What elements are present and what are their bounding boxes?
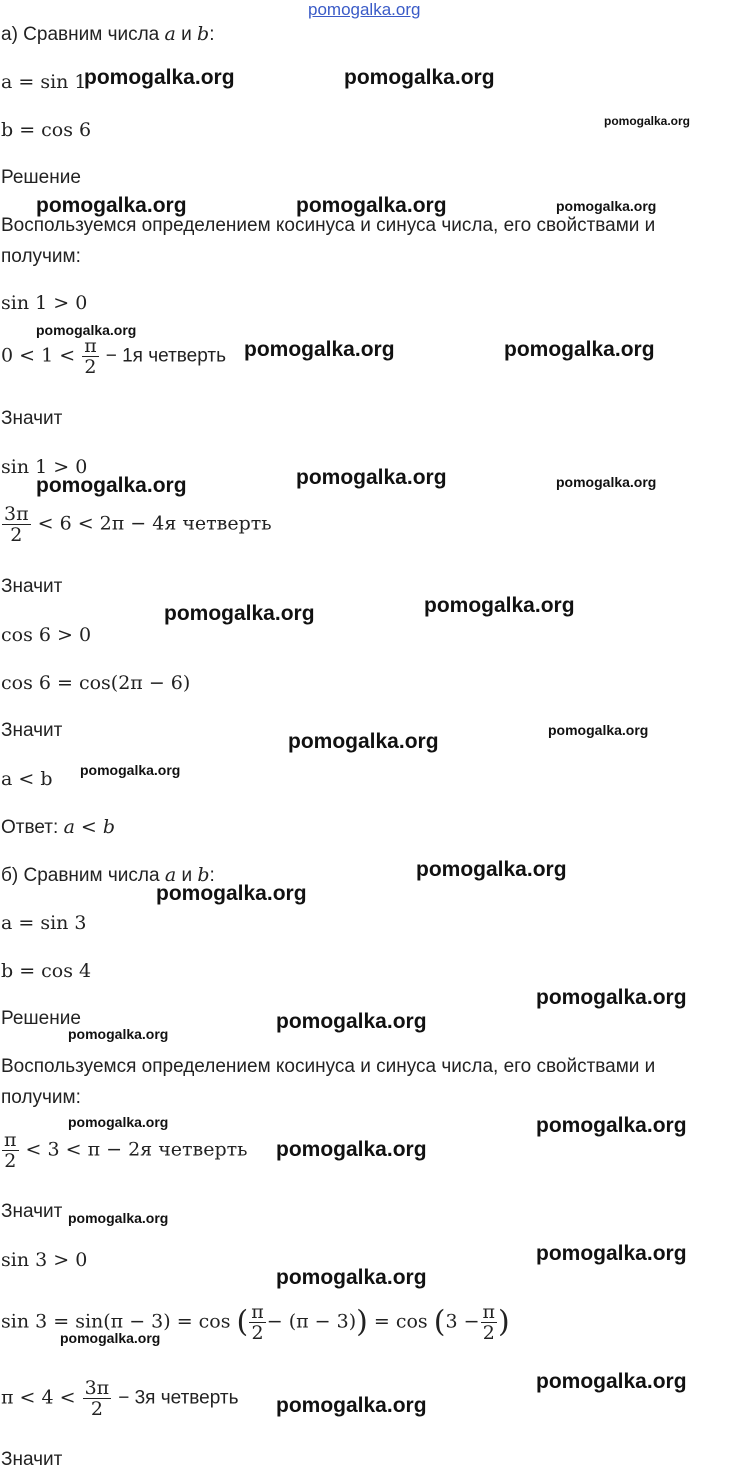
watermark: pomogalka.org	[536, 1242, 687, 1265]
watermark: pomogalka.org	[296, 194, 447, 217]
part-a-inequality-2: $\frac{3\pi}{2}$ < 6 < 2π − 4я четверть	[4, 503, 272, 546]
part-b-solution-heading: Решение	[1, 1008, 81, 1029]
watermark: pomogalka.org	[276, 1010, 427, 1033]
part-b-heading: б) Сравним числа a и b:	[1, 864, 215, 886]
watermark: pomogalka.org	[536, 986, 687, 1009]
watermark: pomogalka.org	[36, 322, 137, 338]
watermark: pomogalka.org	[504, 338, 655, 361]
watermark: pomogalka.org	[536, 1370, 687, 1393]
fraction: $\frac{\pi}{2}$	[482, 1301, 495, 1344]
part-b-therefore-2: Значит	[1, 1449, 63, 1470]
part-a-cos6-equation: cos 6 = cos(2π − 6)	[1, 672, 191, 694]
part-a-solution-heading: Решение	[1, 167, 81, 188]
watermark: pomogalka.org	[80, 762, 181, 778]
part-a-therefore-2: Значит	[1, 576, 63, 597]
watermark: pomogalka.org	[288, 730, 439, 753]
watermark: pomogalka.org	[556, 198, 657, 214]
watermark: pomogalka.org	[276, 1394, 427, 1417]
watermark: pomogalka.org	[244, 338, 395, 361]
part-b-inequality-2: π < 4 < $\frac{3\pi}{2}$ − 3я четверть	[1, 1377, 239, 1420]
watermark: pomogalka.org	[296, 466, 447, 489]
part-b-intro-line-2: получим:	[1, 1087, 81, 1108]
watermark: pomogalka.org	[68, 1210, 169, 1226]
watermark: pomogalka.org	[556, 474, 657, 490]
part-b-sin3-positive: sin 3 > 0	[1, 1249, 88, 1271]
part-a-heading: а) Сравним числа a и b:	[1, 23, 215, 45]
fraction: $\frac{\pi}{2}$	[4, 1129, 17, 1172]
part-a-sin1-positive-2: sin 1 > 0	[1, 456, 88, 478]
part-a-sin1-positive: sin 1 > 0	[1, 292, 88, 314]
watermark: pomogalka.org	[276, 1266, 427, 1289]
part-a-therefore-3: Значит	[1, 720, 63, 741]
watermark: pomogalka.org	[36, 194, 187, 217]
part-a-a-definition: a = sin 1	[1, 71, 87, 93]
watermark: pomogalka.org	[68, 1026, 169, 1042]
part-b-sin3-equation: sin 3 = sin(π − 3) = cos ( $\frac{\pi}{2}$ − (π − 3)) = cos (3 − $\frac{\pi}{2}$ )	[1, 1301, 510, 1344]
part-a-inequality-1: 0 < 1 < $\frac{\pi}{2}$ − 1я четверть	[1, 335, 226, 378]
part-a-therefore-1: Значит	[1, 408, 63, 429]
part-b-therefore-1: Значит	[1, 1201, 63, 1222]
watermark: pomogalka.org	[36, 474, 187, 497]
watermark: pomogalka.org	[416, 858, 567, 881]
watermark: pomogalka.org	[536, 1114, 687, 1137]
fraction: $\frac{\pi}{2}$	[251, 1301, 264, 1344]
watermark: pomogalka.org	[604, 114, 691, 128]
watermark: pomogalka.org	[164, 602, 315, 625]
watermark: pomogalka.org	[548, 722, 649, 738]
fraction: $\frac{3\pi}{2}$	[4, 503, 29, 546]
site-header-link[interactable]: pomogalka.org	[308, 0, 421, 19]
part-b-b-definition: b = cos 4	[1, 960, 92, 982]
watermark: pomogalka.org	[60, 1330, 161, 1346]
watermark: pomogalka.org	[276, 1138, 427, 1161]
part-a-answer: Ответ: a < b	[1, 816, 116, 838]
watermark: pomogalka.org	[84, 66, 235, 89]
part-a-intro-line-1: Воспользуемся определением косинуса и синуса числа, его свойствами и	[1, 215, 656, 236]
part-a-b-definition: b = cos 6	[1, 119, 92, 141]
watermark: pomogalka.org	[344, 66, 495, 89]
part-b-inequality-1: $\frac{\pi}{2}$ < 3 < π − 2я четверть	[4, 1129, 248, 1172]
watermark: pomogalka.org	[156, 882, 307, 905]
fraction: $\frac{3\pi}{2}$	[84, 1377, 110, 1420]
part-b-a-definition: a = sin 3	[1, 912, 87, 934]
part-a-intro-line-2: получим:	[1, 246, 81, 267]
watermark: pomogalka.org	[424, 594, 575, 617]
watermark: pomogalka.org	[68, 1114, 169, 1130]
part-a-conclusion: a < b	[1, 768, 53, 790]
part-b-intro-line-1: Воспользуемся определением косинуса и синуса числа, его свойствами и	[1, 1056, 656, 1077]
fraction: $\frac{\pi}{2}$	[84, 335, 97, 378]
part-a-cos6-positive: cos 6 > 0	[1, 624, 92, 646]
